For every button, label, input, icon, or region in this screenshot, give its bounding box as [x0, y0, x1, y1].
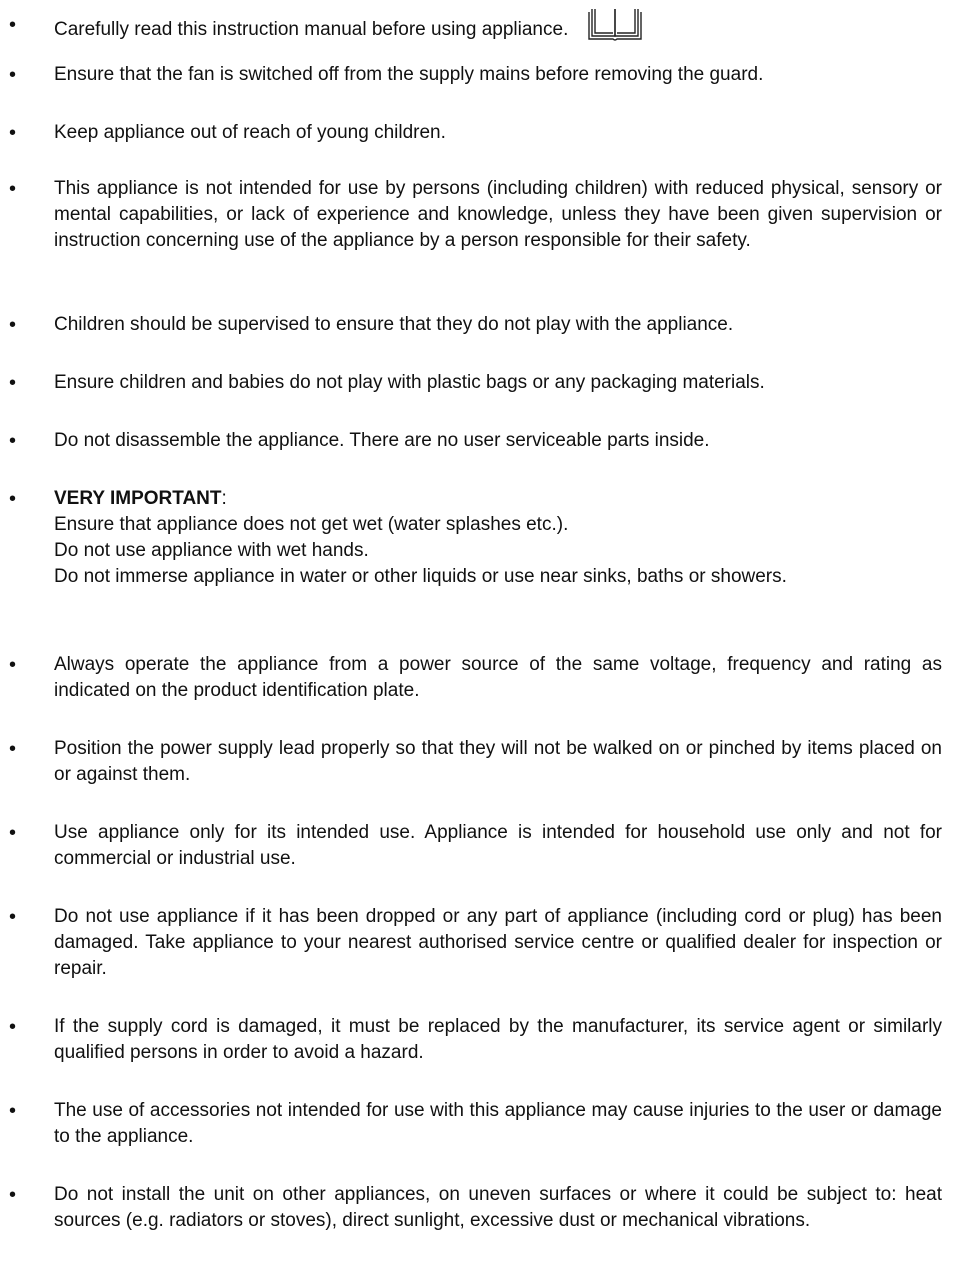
- bullet-icon: •: [9, 738, 17, 760]
- list-item-text: Do not disassemble the appliance. There are no user serviceable parts inside.: [54, 430, 710, 451]
- list-item-text: The use of accessories not intended for use with this appliance may cause injuries to the user or damage to the appliance.: [54, 1100, 942, 1147]
- list-item-text: Keep appliance out of reach of young children.: [54, 122, 446, 143]
- bullet-icon: •: [9, 178, 17, 200]
- list-item-text: Position the power supply lead properly so that they will not be walked on or pinched by items placed on or against them.: [54, 738, 942, 785]
- open-book-icon: [586, 6, 644, 42]
- important-line: Do not immerse appliance in water or other liquids or use near sinks, baths or showers.: [54, 566, 787, 587]
- bullet-icon: •: [9, 1184, 17, 1206]
- list-item-text: Do not use appliance if it has been dropped or any part of appliance (including cord or plug) has been damaged. Take appliance to your nearest authorised service centre or qualified dealer for inspection or repair.: [54, 906, 942, 979]
- important-heading: VERY IMPORTANT: [54, 488, 222, 509]
- bullet-icon: •: [9, 906, 17, 928]
- bullet-icon: •: [9, 1016, 17, 1038]
- bullet-icon: •: [9, 1100, 17, 1122]
- list-item-text: Do not install the unit on other appliances, on uneven surfaces or where it could be subject to: heat sources (e.g. radiators or stoves), direct sunlight, excessive dust or mechanical vibrations.: [54, 1184, 942, 1231]
- list-item-text: Always operate the appliance from a power source of the same voltage, frequency and rating as indicated on the product identification plate.: [54, 654, 942, 701]
- bullet-icon: •: [9, 64, 17, 86]
- bullet-icon: •: [9, 822, 17, 844]
- list-item-text: Ensure children and babies do not play with plastic bags or any packaging materials.: [54, 372, 765, 393]
- list-item-text: If the supply cord is damaged, it must be replaced by the manufacturer, its service agent or similarly qualified persons in order to avoid a hazard.: [54, 1016, 942, 1063]
- bullet-icon: •: [9, 488, 17, 510]
- bullet-icon: •: [9, 122, 17, 144]
- bullet-icon: •: [9, 430, 17, 452]
- important-line: Ensure that appliance does not get wet (water splashes etc.).: [54, 514, 569, 535]
- bullet-icon: •: [9, 654, 17, 676]
- bullet-icon: •: [9, 14, 17, 36]
- bullet-icon: •: [9, 372, 17, 394]
- list-item-text: Carefully read this instruction manual before using appliance.: [54, 19, 569, 41]
- important-line: Do not use appliance with wet hands.: [54, 540, 369, 561]
- list-item-text: Use appliance only for its intended use. Appliance is intended for household use only and not for commercial or industrial use.: [54, 822, 942, 869]
- list-item-text: Children should be supervised to ensure that they do not play with the appliance.: [54, 314, 734, 335]
- bullet-icon: •: [9, 314, 17, 336]
- important-heading-colon: :: [221, 488, 227, 509]
- list-item-text: This appliance is not intended for use by persons (including children) with reduced physical, sensory or mental capabilities, or lack of experience and knowledge, unless they have been given supervision or instruction concerning use of the appliance by a person responsible for their safety.: [54, 178, 942, 251]
- list-item-text: Ensure that the fan is switched off from the supply mains before removing the guard.: [54, 64, 764, 85]
